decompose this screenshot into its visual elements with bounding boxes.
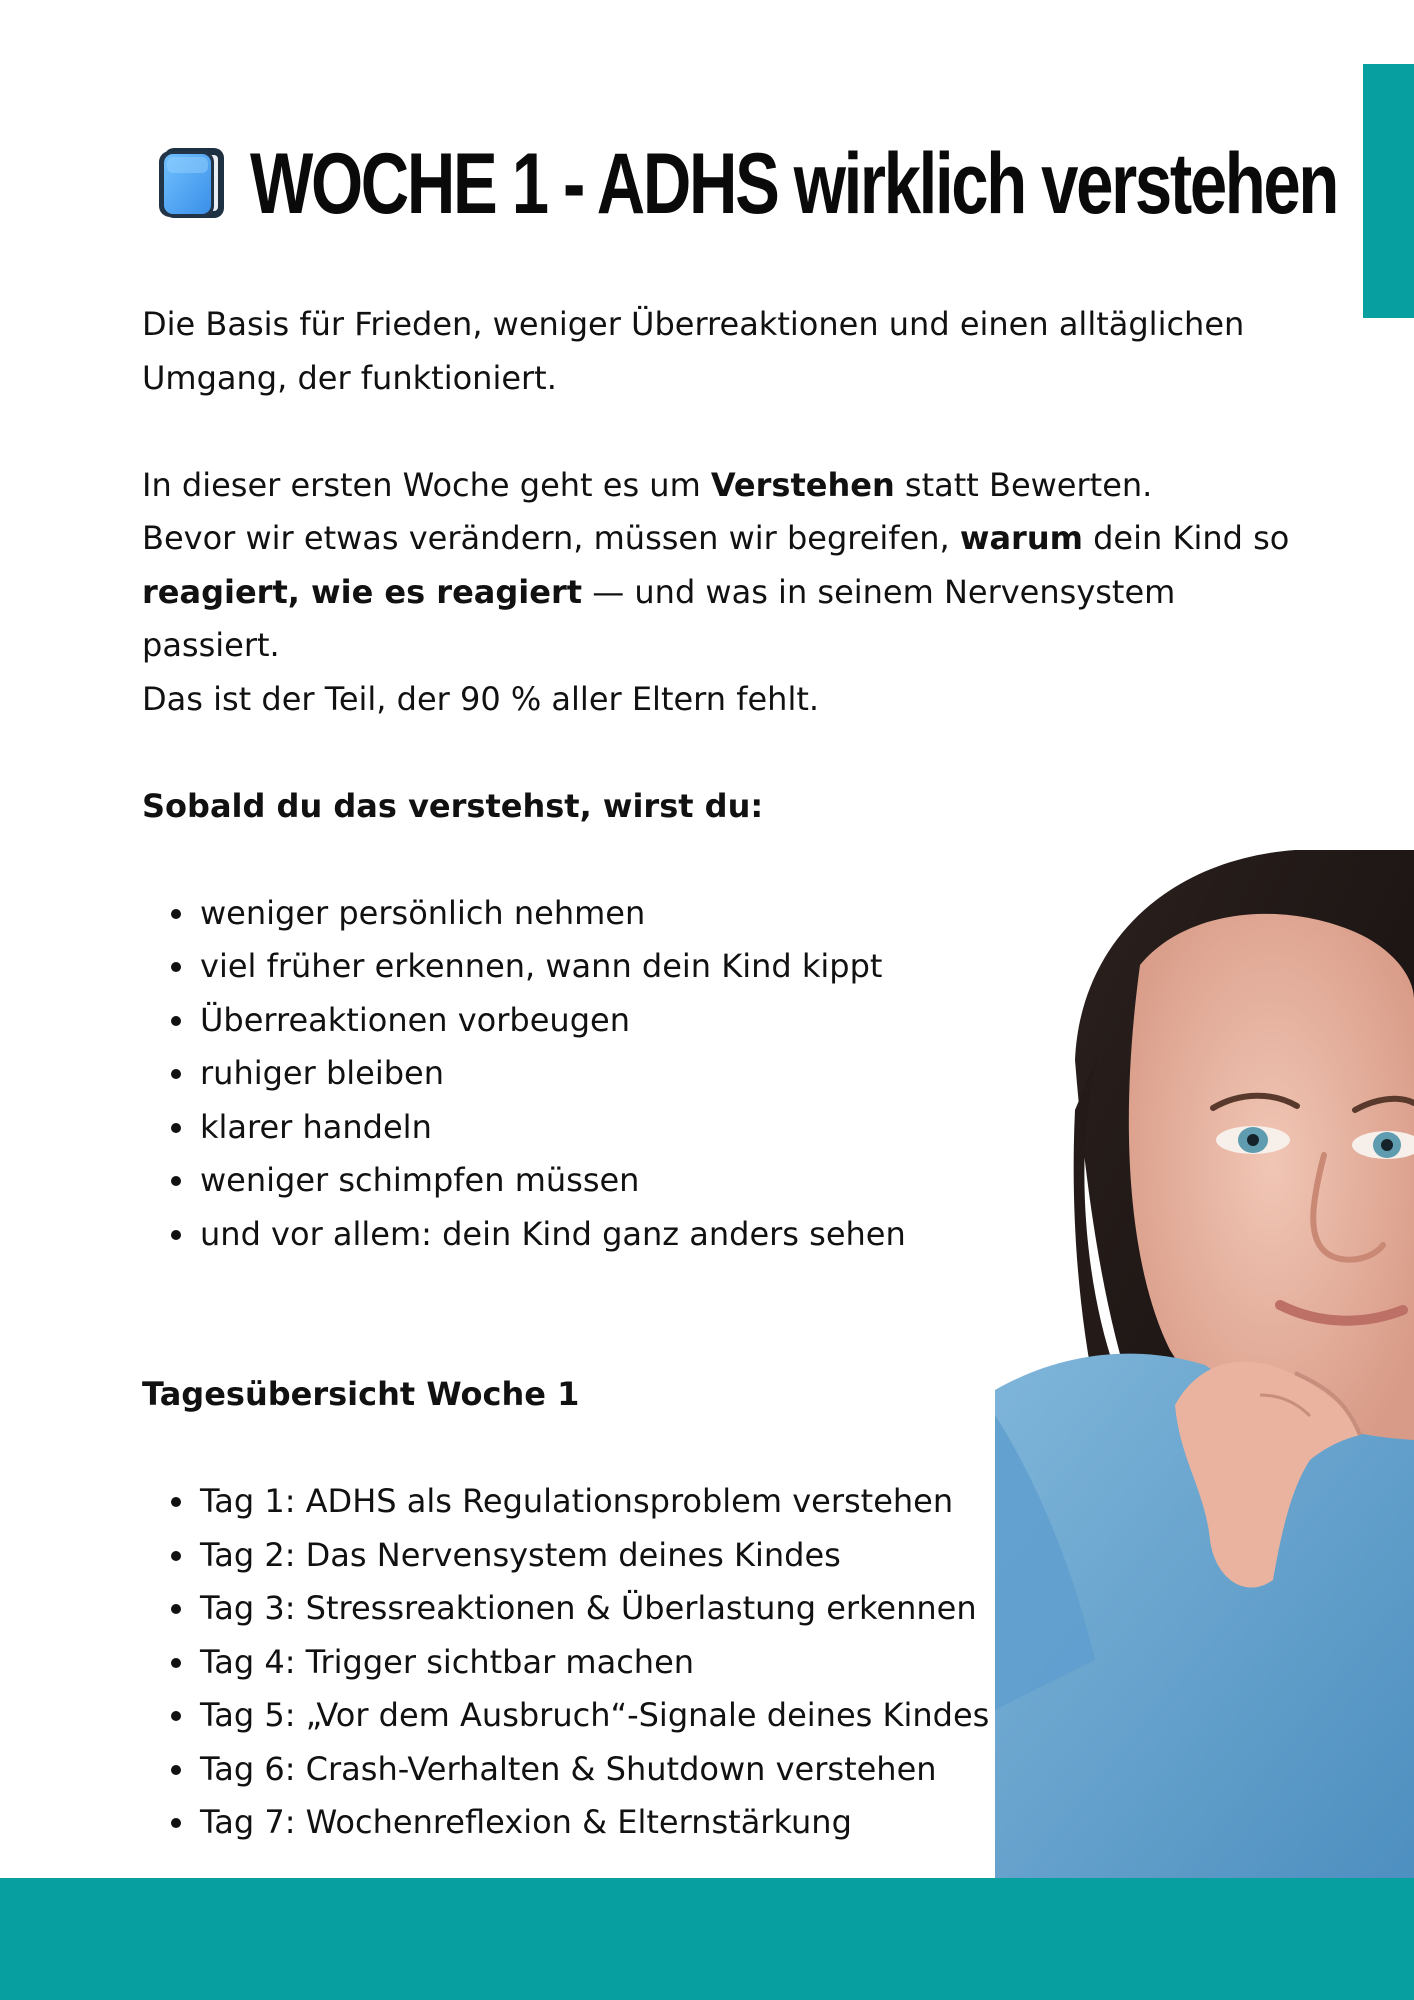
woman-portrait-photo-icon: [995, 850, 1414, 1878]
paragraph-line-1-bold: Verstehen: [710, 465, 895, 504]
list-item: • Überreaktionen vorbeugen: [198, 994, 1292, 1048]
paragraph-line-1-end: statt Bewerten.: [894, 465, 1153, 504]
paragraph-line-3-text: — und was in seinem Nervensystem passiert.: [142, 572, 1176, 664]
benefits-heading: Sobald du das verstehst, wirst du:: [142, 786, 764, 825]
list-item: • Tag 6: Crash-Verhalten & Shutdown verstehen: [198, 1743, 1292, 1797]
paragraph-line-1-text: In dieser ersten Woche geht es um: [142, 465, 711, 504]
list-item: • Tag 5: „Vor dem Ausbruch“-Signale deines Kindes: [198, 1689, 1292, 1743]
paragraph-line-1: [142, 459, 1292, 513]
list-item: • ruhiger bleiben: [198, 1047, 1292, 1101]
paragraph-line-2: [142, 512, 1292, 566]
page-title: WOCHE 1 - ADHS wirklich verstehen: [250, 136, 1338, 232]
footer-band: [0, 1878, 1414, 2000]
list-item: • klarer handeln: [198, 1101, 1292, 1155]
paragraph-line-3: [142, 566, 1292, 673]
paragraph-line-4: Das ist der Teil, der 90 % aller Eltern fehlt.: [142, 679, 820, 718]
title-row: [154, 136, 1338, 232]
spacer: [142, 405, 1292, 459]
paragraph-line-2-end: dein Kind so: [1082, 519, 1290, 557]
list-item: • Tag 2: Das Nervensystem deines Kindes: [198, 1529, 1292, 1583]
paragraph-line-2-text: Bevor wir etwas verändern, müssen wir begreifen,: [142, 519, 960, 557]
list-item: • Tag 4: Trigger sichtbar machen: [198, 1636, 1292, 1690]
accent-bar-right: [1363, 64, 1414, 318]
overview-heading: Tagesübersicht Woche 1: [142, 1375, 580, 1413]
list-item: • weniger persönlich nehmen: [198, 887, 1292, 941]
intro-line-1: Die Basis für Frieden, weniger Überreaktionen und einen alltäglichen: [142, 305, 1245, 343]
list-item: • Tag 3: Stressreaktionen & Überlastung erkennen: [198, 1582, 1292, 1636]
paragraph-line-3-bold: reagiert, wie es reagiert: [142, 572, 583, 611]
spacer: [142, 726, 1292, 780]
list-item: • Tag 1: ADHS als Regulationsproblem verstehen: [198, 1475, 1292, 1529]
intro-line-2: Umgang, der funktioniert.: [142, 358, 557, 397]
list-item: • und vor allem: dein Kind ganz anders sehen: [198, 1208, 1292, 1262]
portrait: [995, 850, 1414, 1878]
paragraph-line-2-bold: warum: [959, 519, 1083, 557]
list-item: • Tag 7: Wochenreflexion & Elternstärkung: [198, 1796, 1292, 1850]
book-icon: [154, 146, 228, 222]
list-item: • weniger schimpfen müssen: [198, 1154, 1292, 1208]
list-item: • viel früher erkennen, wann dein Kind kippt: [198, 940, 1292, 994]
